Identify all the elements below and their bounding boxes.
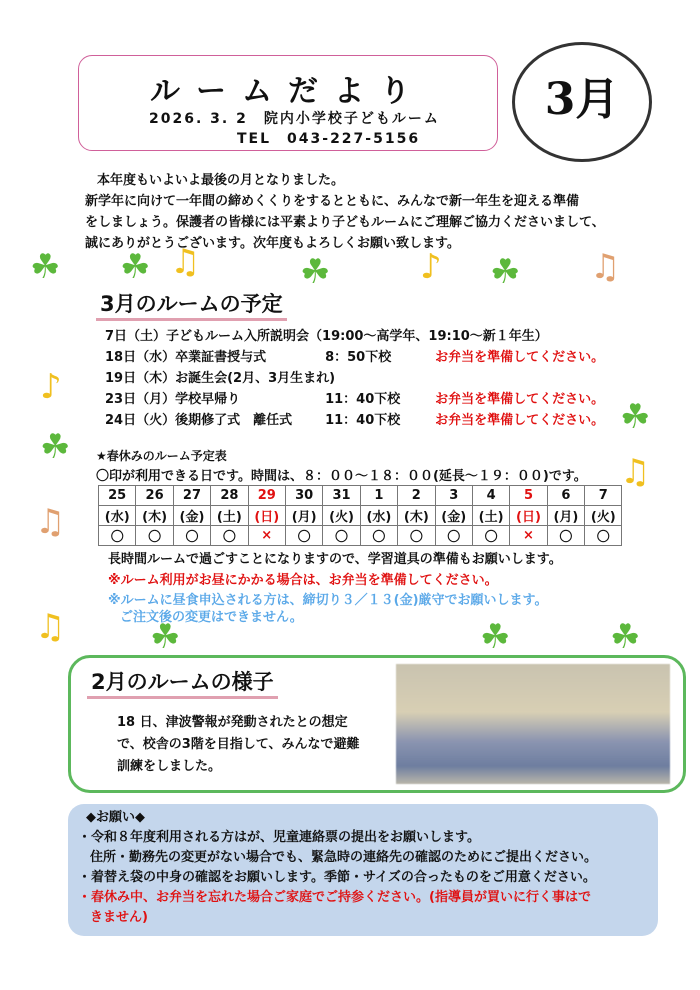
evacuation-drill-photo — [396, 664, 670, 784]
clover-icon: ☘ — [300, 252, 331, 292]
event-row — [105, 347, 625, 368]
february-text — [117, 712, 360, 778]
intro-line: 誠にありがとうございます。次年度もよろしくお願い致します。 — [85, 236, 460, 251]
weekday-cell: (水) — [99, 506, 136, 526]
spring-hours: 〇印が利用できる日です。時間は、８：００～１８：００(延長～１９：００)です。 — [96, 469, 587, 484]
request-item: ・春休み中、お弁当を忘れた場合ご家庭でご持参ください。(指導員が買いに行く事はで — [78, 890, 591, 905]
date-cell: 5 — [510, 486, 547, 506]
event-day: 19日（木） — [105, 371, 176, 386]
event-note: お弁当を準備してください。 — [435, 350, 605, 365]
intro-line: 本年度もいよいよ最後の月となりました。 — [97, 173, 345, 188]
spring-note-3: ※ルームに昼食申込される方は、締切り３／１３(金)厳守でお願いします。 — [108, 593, 548, 608]
mark-cell: × — [510, 526, 547, 546]
march-schedule — [105, 326, 625, 431]
weekday-cell: (日) — [510, 506, 547, 526]
date-cell: 3 — [435, 486, 472, 506]
spring-heading: ★春休みのルーム予定表 — [96, 449, 227, 463]
music-note-icon: ♫ — [170, 242, 201, 282]
tel: TEL 043-227-5156 — [237, 131, 421, 147]
date-cell: 30 — [285, 486, 322, 506]
weekday-cell: (土) — [211, 506, 248, 526]
weekdays-row — [99, 506, 622, 526]
mark-cell: 〇 — [472, 526, 509, 546]
dates-row — [99, 486, 622, 506]
weekday-cell: (木) — [398, 506, 435, 526]
request-item: 住所・勤務先の変更がない場合でも、緊急時の連絡先の確認のためにご提出ください。 — [90, 850, 598, 865]
music-note-icon: ♫ — [35, 607, 66, 647]
mark-cell: 〇 — [136, 526, 173, 546]
clover-icon: ☘ — [620, 397, 651, 437]
weekday-cell: (水) — [360, 506, 397, 526]
spring-note-1: 長時間ルームで過ごすことになりますので、学習道具の準備もお願いします。 — [108, 552, 562, 567]
date-cell: 25 — [99, 486, 136, 506]
mark-cell: 〇 — [211, 526, 248, 546]
availability-row — [99, 526, 622, 546]
date-cell: 31 — [323, 486, 360, 506]
event-time: 11：40下校 — [325, 413, 401, 428]
clover-icon: ☘ — [40, 427, 71, 467]
month-badge — [512, 42, 652, 162]
month-badge-text: 3月 — [544, 74, 620, 125]
date-org: 2026. 3. 2 院内小学校子どもルーム — [149, 111, 440, 127]
event-text: 後期修了式 離任式 — [175, 413, 293, 428]
mark-cell: 〇 — [547, 526, 584, 546]
clover-icon: ☘ — [610, 617, 641, 657]
weekday-cell: (火) — [585, 506, 622, 526]
music-note-icon: ♪ — [40, 367, 62, 407]
weekday-cell: (火) — [323, 506, 360, 526]
february-line: で、校舎の3階を目指して、みんなで避難 — [117, 737, 360, 752]
title-box — [78, 55, 498, 151]
date-cell: 27 — [173, 486, 210, 506]
requests-box — [68, 804, 658, 936]
date-cell: 7 — [585, 486, 622, 506]
event-row — [105, 410, 625, 431]
date-cell: 6 — [547, 486, 584, 506]
march-heading: 3月のルームの予定 — [96, 288, 287, 321]
mark-cell: × — [248, 526, 285, 546]
weekday-cell: (月) — [547, 506, 584, 526]
intro — [85, 170, 645, 254]
event-text: 子どもルーム入所説明会（19:00～高学年、19:10～新１年生） — [166, 329, 548, 344]
intro-line: 新学年に向けて一年間の締めくくりをするとともに、みんなで新一年生を迎える準備 — [85, 194, 580, 209]
mark-cell: 〇 — [398, 526, 435, 546]
event-time: 8：50下校 — [325, 350, 392, 365]
weekday-cell: (金) — [435, 506, 472, 526]
event-day: 7日（土） — [105, 329, 167, 344]
music-note-icon: ♫ — [620, 452, 651, 492]
february-line: 訓練をしました。 — [117, 759, 222, 774]
clover-icon: ☘ — [30, 247, 61, 287]
february-heading: 2月のルームの様子 — [87, 666, 278, 699]
page-title: ルームだより — [150, 74, 426, 109]
date-cell: 28 — [211, 486, 248, 506]
requests-heading: ◆お願い◆ — [86, 810, 145, 825]
event-day: 23日（月） — [105, 392, 176, 407]
date-cell: 4 — [472, 486, 509, 506]
weekday-cell: (木) — [136, 506, 173, 526]
event-note: お弁当を準備してください。 — [435, 392, 605, 407]
mark-cell: 〇 — [360, 526, 397, 546]
spring-note-2: ※ルーム利用がお昼にかかる場合は、お弁当を準備してください。 — [108, 573, 498, 588]
clover-icon: ☘ — [480, 617, 511, 657]
request-item: ・令和８年度利用される方はが、児童連絡票の提出をお願いします。 — [78, 830, 480, 845]
weekday-cell: (金) — [173, 506, 210, 526]
mark-cell: 〇 — [173, 526, 210, 546]
weekday-cell: (日) — [248, 506, 285, 526]
event-row — [105, 368, 625, 389]
music-note-icon: ♪ — [420, 247, 442, 287]
event-text: 卒業証書授与式 — [175, 350, 267, 365]
clover-icon: ☘ — [150, 617, 181, 657]
mark-cell: 〇 — [99, 526, 136, 546]
mark-cell: 〇 — [435, 526, 472, 546]
weekday-cell: (土) — [472, 506, 509, 526]
spring-note-4: ご注文後の変更はできません。 — [120, 610, 303, 625]
clover-icon: ☘ — [490, 252, 521, 292]
mark-cell: 〇 — [323, 526, 360, 546]
event-day: 24日（火） — [105, 413, 176, 428]
event-time: 11：40下校 — [325, 392, 401, 407]
date-cell: 2 — [398, 486, 435, 506]
intro-line: をしましょう。保護者の皆様には平素より子どもルームにご理解ご協力くださいまして、 — [85, 215, 605, 230]
event-note: お弁当を準備してください。 — [435, 413, 605, 428]
date-cell: 1 — [360, 486, 397, 506]
date-cell: 29 — [248, 486, 285, 506]
event-row — [105, 389, 625, 410]
request-item: きません) — [90, 910, 148, 925]
mark-cell: 〇 — [585, 526, 622, 546]
music-note-icon: ♫ — [590, 247, 621, 287]
february-line: 18 日、津波警報が発動されたとの想定 — [117, 715, 348, 730]
mark-cell: 〇 — [285, 526, 322, 546]
spring-table — [98, 485, 622, 546]
event-row — [105, 326, 625, 347]
event-text: 学校早帰り — [175, 392, 241, 407]
event-day: 18日（水） — [105, 350, 176, 365]
date-cell: 26 — [136, 486, 173, 506]
music-note-icon: ♫ — [35, 502, 66, 542]
clover-icon: ☘ — [120, 247, 151, 287]
request-item: ・着替え袋の中身の確認をお願いします。季節・サイズの合ったものをご用意ください。 — [78, 870, 596, 885]
event-text: お誕生会(2月、3月生まれ) — [175, 371, 336, 386]
weekday-cell: (月) — [285, 506, 322, 526]
